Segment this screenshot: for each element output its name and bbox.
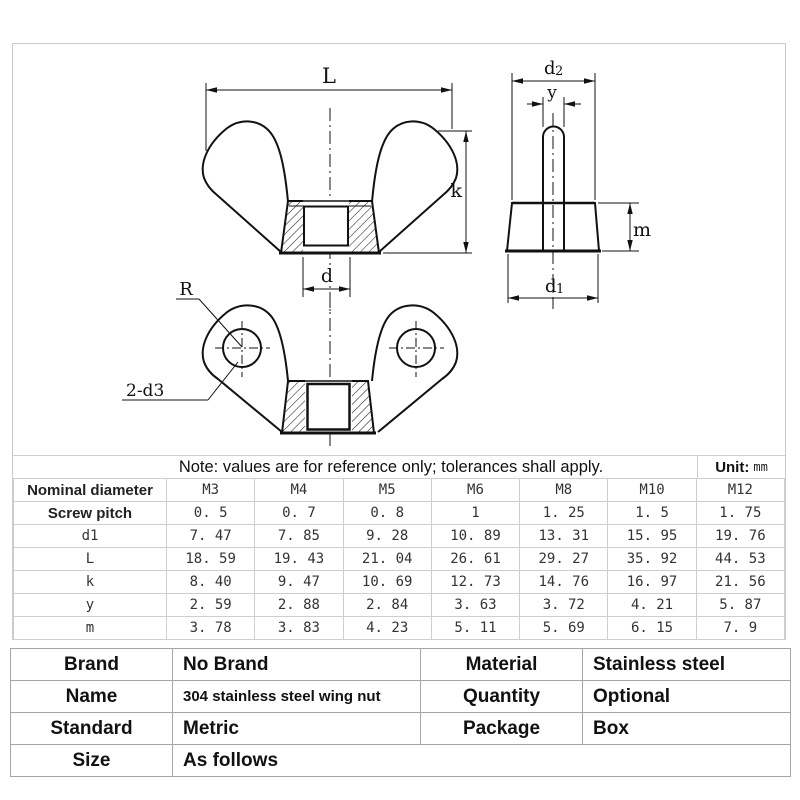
spec-cell: 35. 92 xyxy=(608,548,696,571)
dim-d-label: d xyxy=(320,265,334,287)
side-view xyxy=(505,58,651,309)
brand-label: Brand xyxy=(11,649,173,681)
name-label: Name xyxy=(11,681,173,713)
dim-k-label: k xyxy=(450,180,462,202)
spec-cell: 2. 84 xyxy=(343,594,431,617)
spec-cell: 0. 5 xyxy=(167,502,255,525)
spec-row-label: Screw pitch xyxy=(14,502,167,525)
dim-d1-sub: 1 xyxy=(556,282,565,297)
spec-cell: 0. 7 xyxy=(255,502,343,525)
plan-view xyxy=(122,279,457,449)
spec-cell: 5. 11 xyxy=(431,617,519,640)
spec-row-screw-pitch xyxy=(14,502,785,525)
spec-cell: 1. 5 xyxy=(608,502,696,525)
spec-cell: 16. 97 xyxy=(608,571,696,594)
spec-cell: 29. 27 xyxy=(520,548,608,571)
info-row-brand xyxy=(11,649,791,681)
dim-y-label: y xyxy=(547,83,557,103)
spec-cell: 1. 75 xyxy=(696,502,784,525)
spec-row-k xyxy=(14,571,785,594)
front-left-wing xyxy=(203,121,288,252)
spec-size: M5 xyxy=(343,479,431,502)
material-label: Material xyxy=(421,649,583,681)
spec-cell: 4. 21 xyxy=(608,594,696,617)
spec-row-label: d1 xyxy=(14,525,167,548)
spec-cell: 44. 53 xyxy=(696,548,784,571)
spec-cell: 8. 40 xyxy=(167,571,255,594)
spec-row-label: y xyxy=(14,594,167,617)
unit-label: Unit: xyxy=(715,458,750,476)
spec-cell: 3. 63 xyxy=(431,594,519,617)
spec-cell: 10. 89 xyxy=(431,525,519,548)
spec-cell: 9. 28 xyxy=(343,525,431,548)
spec-cell: 18. 59 xyxy=(167,548,255,571)
spec-size: M8 xyxy=(520,479,608,502)
spec-row-y xyxy=(14,594,785,617)
spec-cell: 14. 76 xyxy=(520,571,608,594)
quantity-value: Optional xyxy=(583,681,791,713)
spec-row-L xyxy=(14,548,785,571)
spec-cell: 2. 59 xyxy=(167,594,255,617)
dim-d2-sub: 2 xyxy=(555,64,564,79)
spec-cell: 5. 87 xyxy=(696,594,784,617)
spec-row-d1 xyxy=(14,525,785,548)
dim-d1-label: d xyxy=(545,276,557,297)
spec-table xyxy=(13,478,785,640)
spec-header-label: Nominal diameter xyxy=(14,479,167,502)
spec-cell: 3. 83 xyxy=(255,617,343,640)
spec-cell: 12. 73 xyxy=(431,571,519,594)
spec-cell: 2. 88 xyxy=(255,594,343,617)
info-row-name xyxy=(11,681,791,713)
spec-row-label: m xyxy=(14,617,167,640)
spec-cell: 1. 25 xyxy=(520,502,608,525)
spec-cell: 6. 15 xyxy=(608,617,696,640)
spec-cell: 0. 8 xyxy=(343,502,431,525)
dim-L xyxy=(206,83,452,151)
wing-nut-technical-drawing xyxy=(13,44,785,455)
spec-size: M6 xyxy=(431,479,519,502)
package-label: Package xyxy=(421,713,583,745)
plan-left-wing xyxy=(203,305,288,432)
drawing-and-spec-frame xyxy=(12,43,786,640)
front-view xyxy=(203,64,472,311)
spec-cell: 7. 47 xyxy=(167,525,255,548)
material-value: Stainless steel xyxy=(583,649,791,681)
spec-size: M3 xyxy=(167,479,255,502)
spec-size: M10 xyxy=(608,479,696,502)
callout-R xyxy=(176,299,242,347)
spec-size: M12 xyxy=(696,479,784,502)
spec-row-m xyxy=(14,617,785,640)
spec-cell: 19. 43 xyxy=(255,548,343,571)
spec-cell: 1 xyxy=(431,502,519,525)
spec-row-label: L xyxy=(14,548,167,571)
spec-cell: 26. 61 xyxy=(431,548,519,571)
quantity-label: Quantity xyxy=(421,681,583,713)
callout-R-label: R xyxy=(179,279,193,300)
info-row-size xyxy=(11,745,791,777)
unit-cell xyxy=(697,456,785,478)
name-value: 304 stainless steel wing nut xyxy=(173,681,421,713)
spec-cell: 4. 23 xyxy=(343,617,431,640)
spec-cell: 10. 69 xyxy=(343,571,431,594)
spec-cell: 3. 72 xyxy=(520,594,608,617)
note-text: Note: values are for reference only; tolerances shall apply. xyxy=(178,457,604,476)
spec-cell: 13. 31 xyxy=(520,525,608,548)
spec-cell: 21. 56 xyxy=(696,571,784,594)
spec-size: M4 xyxy=(255,479,343,502)
standard-value: Metric xyxy=(173,713,421,745)
size-value: As follows xyxy=(173,745,791,777)
dim-m-label: m xyxy=(633,219,652,241)
info-row-standard xyxy=(11,713,791,745)
spec-header-row xyxy=(14,479,785,502)
note-row xyxy=(13,455,785,478)
package-value: Box xyxy=(583,713,791,745)
dim-L-label: L xyxy=(322,64,336,88)
spec-cell: 5. 69 xyxy=(520,617,608,640)
spec-cell: 9. 47 xyxy=(255,571,343,594)
callout-holes-label: 2-d3 xyxy=(126,381,165,401)
dim-d2-label: d xyxy=(544,58,556,79)
front-right-wing xyxy=(372,121,457,252)
spec-cell: 7. 85 xyxy=(255,525,343,548)
spec-row-label: k xyxy=(14,571,167,594)
spec-cell: 21. 04 xyxy=(343,548,431,571)
spec-cell: 19. 76 xyxy=(696,525,784,548)
plan-right-wing xyxy=(372,305,457,432)
brand-value: No Brand xyxy=(173,649,421,681)
unit-value: mm xyxy=(753,460,768,474)
size-label: Size xyxy=(11,745,173,777)
standard-label: Standard xyxy=(11,713,173,745)
spec-cell: 7. 9 xyxy=(696,617,784,640)
product-info-table xyxy=(10,648,791,777)
spec-cell: 3. 78 xyxy=(167,617,255,640)
spec-cell: 15. 95 xyxy=(608,525,696,548)
